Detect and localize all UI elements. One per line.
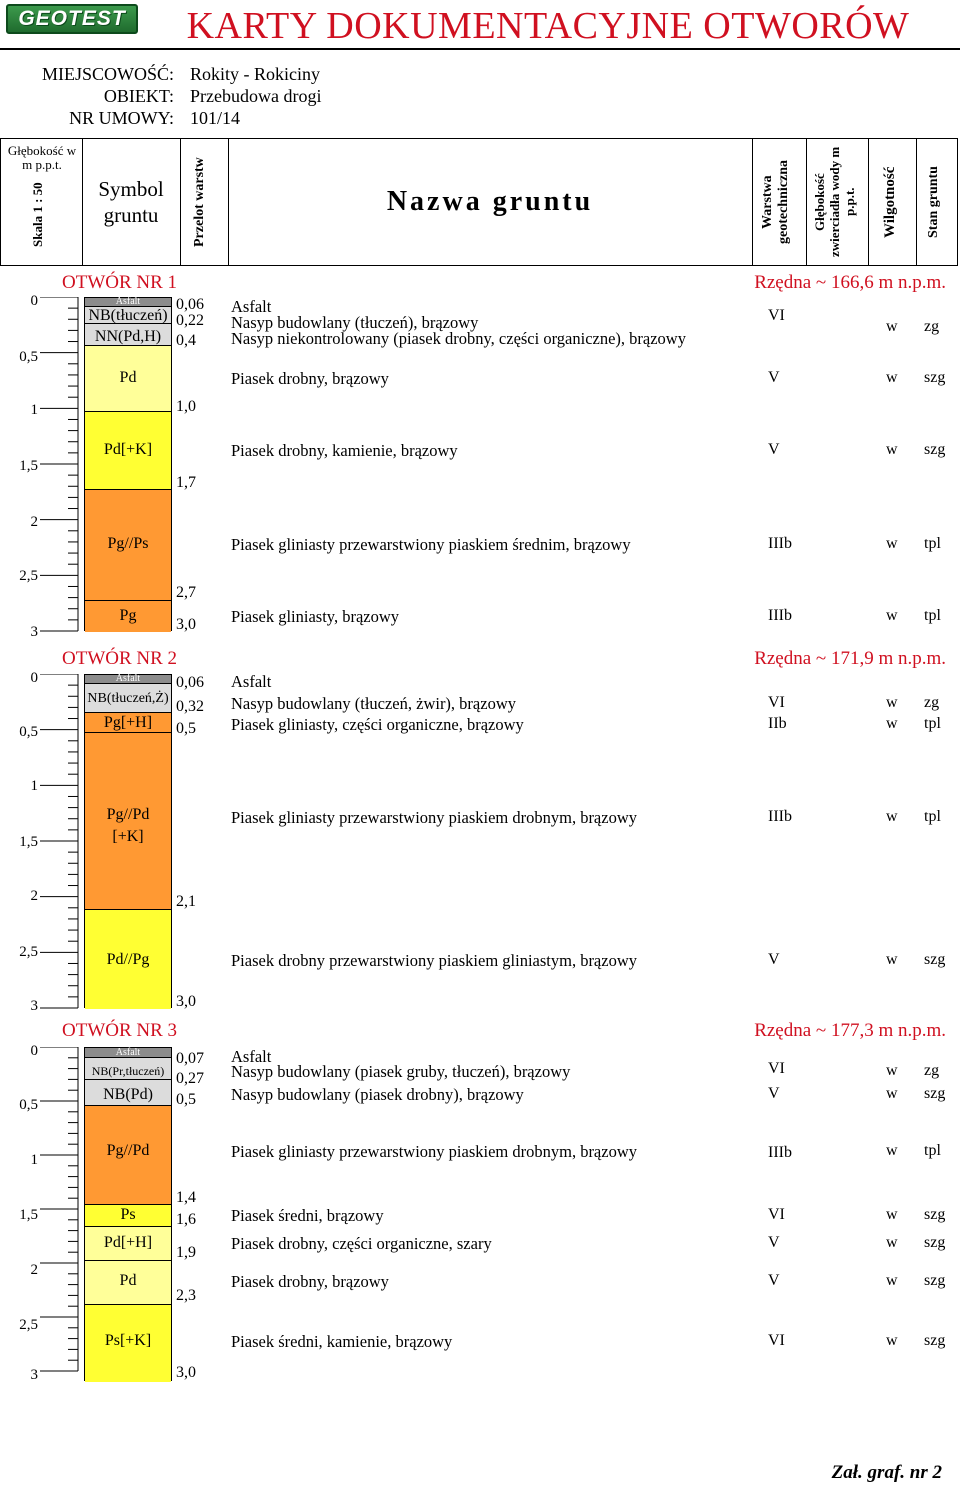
- layer-bottom-depth: 0,5: [176, 1091, 196, 1108]
- moisture-value: w: [886, 1234, 898, 1251]
- depth-tick-label: 2: [30, 514, 38, 530]
- soil-symbol: Pd: [119, 369, 137, 386]
- geotech-class: V: [768, 1272, 780, 1289]
- divider: [806, 138, 807, 266]
- soil-symbol: Pd[+K]: [103, 441, 153, 458]
- soil-description: Piasek gliniasty przewarstwiony piaskiem średnim, brązowy: [231, 535, 631, 554]
- soil-description: Piasek drobny przewarstwiony piaskiem gliniastym, brązowy: [231, 951, 637, 970]
- depth-tick-label: 2,5: [19, 944, 38, 960]
- soil-state-value: szg: [924, 1234, 946, 1251]
- moisture-value: w: [886, 607, 898, 624]
- soil-state-value: szg: [924, 951, 946, 968]
- attachment-label: Zał. graf. nr 2: [831, 1462, 942, 1483]
- layer-bottom-depth: 0,06: [176, 296, 204, 313]
- soil-description: Nasyp budowlany (tłuczeń), brązowy: [231, 313, 479, 332]
- soil-description: Piasek średni, brązowy: [231, 1206, 384, 1225]
- depth-tick-label: 0: [30, 670, 38, 686]
- layer-bottom-depth: 0,5: [176, 720, 196, 737]
- depth-tick-label: 1,5: [19, 458, 38, 474]
- geotech-class: IIIb: [768, 808, 792, 825]
- layer-bottom-depth: 0,27: [176, 1070, 204, 1087]
- layer-bottom-depth: 2,1: [176, 893, 196, 910]
- layer-bottom-depth: 0,06: [176, 674, 204, 691]
- contract-label: NR UMOWY:: [69, 108, 174, 128]
- soil-symbol: Pd: [119, 1272, 137, 1289]
- geotech-class: V: [768, 441, 780, 458]
- depth-tick-label: 1: [30, 778, 38, 794]
- soil-state-value: szg: [924, 1332, 946, 1349]
- moisture-header: Wilgotność: [882, 166, 898, 238]
- depth-tick-label: 1,5: [19, 834, 38, 850]
- layer-bottom-depth: 0,32: [176, 698, 204, 715]
- moisture-value: w: [886, 1062, 898, 1079]
- hole-1-elevation: Rzędna ~ 166,6 m n.p.m.: [754, 272, 946, 293]
- divider: [916, 138, 917, 266]
- moisture-value: w: [886, 318, 898, 335]
- hole-2-depth-ruler: [40, 674, 82, 1018]
- layer-bottom-depth: 1,6: [176, 1211, 196, 1228]
- page-title: KARTY DOKUMENTACYJNE OTWORÓW: [186, 5, 910, 47]
- soil-symbol: Pg: [119, 607, 137, 624]
- soil-description: Piasek gliniasty, brązowy: [231, 607, 400, 626]
- depth-tick-label: 2,5: [19, 568, 38, 584]
- geotech-class: IIIb: [768, 535, 792, 552]
- depth-tick-label: 1,5: [19, 1207, 38, 1223]
- soil-symbol: Pd//Pg: [106, 951, 150, 968]
- soil-symbol: NN(Pd,H): [94, 328, 162, 345]
- soil-description: Nasyp niekontrolowany (piasek drobny, części organiczne), brązowy: [231, 329, 686, 348]
- soil-description: Piasek drobny, brązowy: [231, 1272, 389, 1291]
- moisture-value: w: [886, 441, 898, 458]
- soil-state-value: tpl: [924, 715, 941, 732]
- moisture-value: w: [886, 715, 898, 732]
- geotech-layer-header: Warstwa geotechniczna: [760, 160, 791, 244]
- divider: [180, 138, 181, 266]
- depth-tick-label: 0: [30, 293, 38, 309]
- object-value: Przebudowa drogi: [190, 86, 322, 106]
- soil-state-value: tpl: [924, 607, 941, 624]
- soil-state-value: tpl: [924, 1142, 941, 1159]
- moisture-value: w: [886, 951, 898, 968]
- geotech-class: VI: [768, 1060, 785, 1077]
- divider: [0, 48, 960, 50]
- geotech-class: IIIb: [768, 607, 792, 624]
- symbol-column-header: Symbol gruntu: [98, 177, 164, 227]
- geotech-class: VI: [768, 694, 785, 711]
- geotech-class: V: [768, 369, 780, 386]
- hole-3-depth-ruler: [40, 1047, 82, 1381]
- soil-symbol: Pg//Ps: [107, 535, 149, 552]
- name-column-header: Nazwa gruntu: [386, 186, 594, 217]
- soil-state-value: tpl: [924, 535, 941, 552]
- hole-1-title: OTWÓR NR 1: [62, 272, 178, 293]
- scale-header: Skala 1 : 50: [30, 182, 45, 248]
- soil-symbol: NB(Pd): [103, 1086, 153, 1103]
- soil-symbol: Asfalt: [115, 673, 141, 684]
- hole-3-title: OTWÓR NR 3: [62, 1020, 178, 1041]
- soil-description: Piasek drobny, brązowy: [231, 369, 389, 388]
- layer-bottom-depth: 2,3: [176, 1287, 196, 1304]
- layer-bottom-depth: 1,7: [176, 474, 196, 491]
- moisture-value: w: [886, 535, 898, 552]
- depth-tick-label: 2: [30, 1262, 38, 1278]
- depth-tick-label: 3: [30, 998, 38, 1014]
- soil-description: Piasek drobny, kamienie, brązowy: [231, 441, 458, 460]
- location-label: MIEJSCOWOŚĆ:: [41, 64, 174, 84]
- depth-tick-label: 3: [30, 624, 38, 640]
- geotech-class: VI: [768, 1332, 785, 1349]
- layer-bottom-depth: 3,0: [176, 1364, 196, 1381]
- depth-tick-label: 0,5: [19, 1097, 38, 1113]
- soil-symbol: Pg//Pd [+K]: [106, 806, 150, 845]
- layer-bottom-depth: 1,0: [176, 398, 196, 415]
- moisture-value: w: [886, 1142, 898, 1159]
- soil-state-value: szg: [924, 1085, 946, 1102]
- soil-description: Piasek drobny, części organiczne, szary: [231, 1234, 492, 1253]
- soil-state-value: zg: [924, 318, 940, 335]
- soil-description: Piasek gliniasty przewarstwiony piaskiem drobnym, brązowy: [231, 808, 637, 827]
- soil-state-value: szg: [924, 441, 946, 458]
- geotech-class: V: [768, 1085, 780, 1102]
- soil-symbol: NB(Pr,tłuczeń): [91, 1064, 165, 1078]
- divider: [82, 138, 83, 266]
- hole-2-elevation: Rzędna ~ 171,9 m n.p.m.: [754, 648, 946, 669]
- soil-symbol: Asfalt: [115, 296, 141, 307]
- contract-value: 101/14: [190, 108, 241, 128]
- layer-bottom-depth: 1,4: [176, 1189, 196, 1206]
- layer-bottom-depth: 3,0: [176, 616, 196, 633]
- moisture-value: w: [886, 694, 898, 711]
- hole-1-soil-column: [84, 297, 172, 631]
- soil-symbol: Pg[+H]: [103, 714, 153, 731]
- depth-tick-label: 3: [30, 1367, 38, 1383]
- depth-tick-label: 0,5: [19, 724, 38, 740]
- hole-1-depth-ruler: [40, 297, 82, 641]
- layer-bottom-depth: 3,0: [176, 993, 196, 1010]
- soil-description: Piasek gliniasty, części organiczne, brązowy: [231, 715, 524, 734]
- soil-description: Asfalt: [231, 297, 272, 316]
- layer-bottom-depth: 0,07: [176, 1050, 204, 1067]
- soil-description: Asfalt: [231, 672, 272, 691]
- divider: [752, 138, 753, 266]
- soil-description: Piasek gliniasty przewarstwiony piaskiem drobnym, brązowy: [231, 1142, 637, 1161]
- moisture-value: w: [886, 369, 898, 386]
- object-label: OBIEKT:: [103, 86, 174, 106]
- layer-bottom-depth: 1,9: [176, 1244, 196, 1261]
- soil-symbol: Pg//Pd: [106, 1142, 150, 1159]
- depth-tick-label: 2: [30, 888, 38, 904]
- moisture-value: w: [886, 1332, 898, 1349]
- depth-tick-label: 2,5: [19, 1317, 38, 1333]
- soil-state-value: szg: [924, 1206, 946, 1223]
- soil-state-header: Stan gruntu: [926, 166, 941, 238]
- hole-3-elevation: Rzędna ~ 177,3 m n.p.m.: [754, 1020, 946, 1041]
- depth-tick-label: 0,5: [19, 349, 38, 365]
- layer-bottom-depth: 0,4: [176, 332, 196, 349]
- soil-symbol: Pd[+H]: [103, 1234, 153, 1251]
- soil-state-value: zg: [924, 1062, 940, 1079]
- soil-description: Asfalt: [231, 1047, 272, 1066]
- water-level-header: Głębokość zwierciadła wody m p.p.t.: [812, 146, 857, 258]
- moisture-value: w: [886, 808, 898, 825]
- geotech-class: VI: [768, 307, 785, 324]
- geotech-class: IIb: [768, 715, 787, 732]
- layer-depth-header: Przelot warstw: [192, 157, 207, 247]
- geotech-class: IIIb: [768, 1144, 792, 1161]
- divider: [228, 138, 229, 266]
- soil-state-value: szg: [924, 369, 946, 386]
- soil-symbol: Asfalt: [115, 1047, 141, 1058]
- location-value: Rokity - Rokiciny: [190, 64, 320, 84]
- geotech-class: V: [768, 1234, 780, 1251]
- depth-tick-label: 0: [30, 1043, 38, 1059]
- soil-symbol: NB(tłuczeń): [88, 307, 168, 324]
- soil-description: Nasyp budowlany (tłuczeń, żwir), brązowy: [231, 694, 516, 713]
- geotech-class: V: [768, 951, 780, 968]
- soil-symbol: Ps: [120, 1206, 136, 1223]
- geotest-logo: GEOTEST: [6, 4, 138, 34]
- soil-description: Nasyp budowlany (piasek drobny), brązowy: [231, 1085, 524, 1104]
- depth-tick-label: 1: [30, 1152, 38, 1168]
- moisture-value: w: [886, 1206, 898, 1223]
- soil-symbol: NB(tłuczeń,Ż): [87, 691, 169, 706]
- soil-state-value: tpl: [924, 808, 941, 825]
- soil-state-value: zg: [924, 694, 940, 711]
- divider: [868, 138, 869, 266]
- layer-bottom-depth: 2,7: [176, 584, 196, 601]
- geotech-class: VI: [768, 1206, 785, 1223]
- depth-column-header: Głębokość w m p.p.t.: [7, 143, 77, 172]
- hole-2-title: OTWÓR NR 2: [62, 648, 178, 669]
- soil-symbol: Ps[+K]: [104, 1332, 152, 1349]
- moisture-value: w: [886, 1085, 898, 1102]
- moisture-value: w: [886, 1272, 898, 1289]
- layer-bottom-depth: 0,22: [176, 312, 204, 329]
- depth-tick-label: 1: [30, 402, 38, 418]
- soil-description: Piasek średni, kamienie, brązowy: [231, 1332, 453, 1351]
- soil-state-value: szg: [924, 1272, 946, 1289]
- soil-description: Nasyp budowlany (piasek gruby, tłuczeń), brązowy: [231, 1062, 571, 1081]
